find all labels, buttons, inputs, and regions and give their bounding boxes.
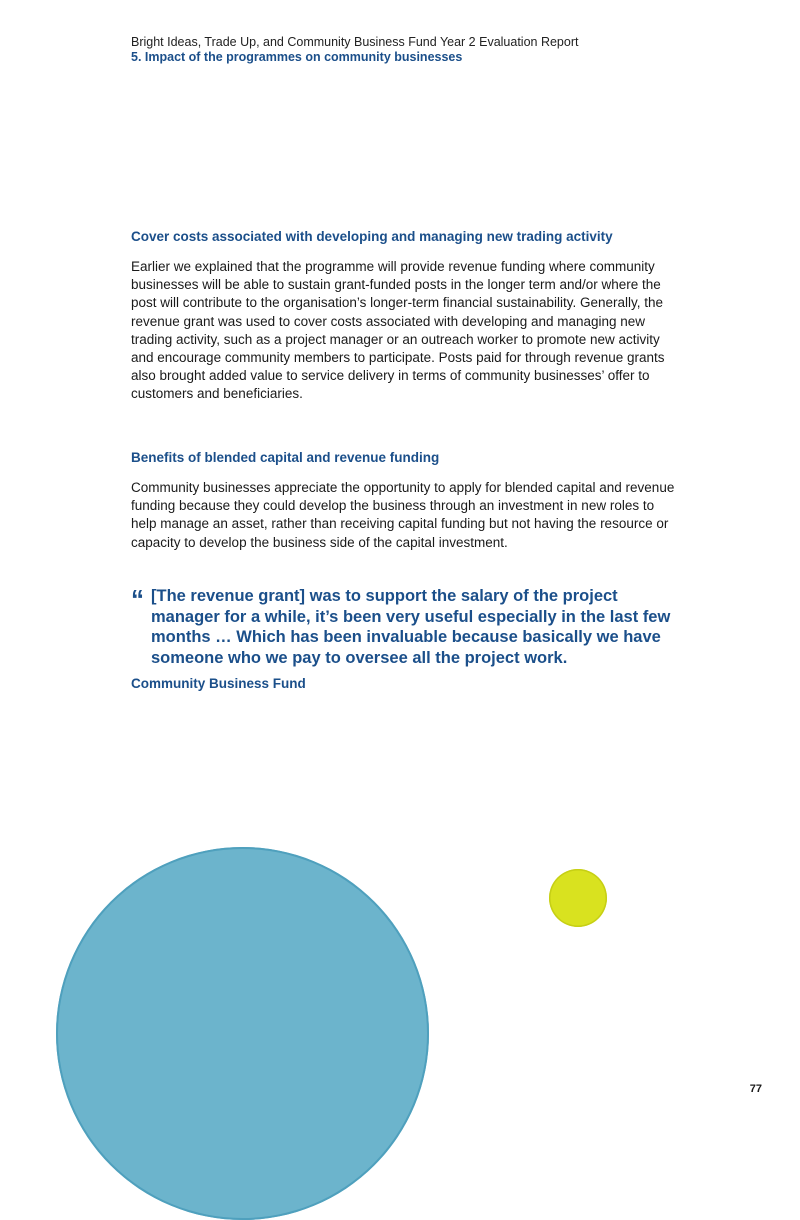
decorative-yellow-circle — [549, 869, 607, 927]
report-title: Bright Ideas, Trade Up, and Community Business Fund Year 2 Evaluation Report — [131, 35, 579, 49]
section-paragraph: Earlier we explained that the programme will provide revenue funding where community businesses will be able to sustain grant-funded posts in the longer term and/or where the post will contribute to the organisation’s longer-term financial sustainability. Generally, the revenue grant was used to cover costs associated with developing and managing new trading activity, such as a project manager or an outreach worker to promote new activity and encourage community members to participate. Posts paid for through revenue grants also brought added value to service delivery in terms of community businesses’ offer to customers and beneficiaries. — [131, 259, 665, 402]
decorative-blue-circle — [56, 847, 429, 1220]
running-header — [131, 35, 751, 65]
section-blended-funding — [131, 449, 676, 552]
pull-quote — [131, 586, 691, 668]
section-heading: Benefits of blended capital and revenue funding — [131, 450, 440, 465]
section-paragraph: Community businesses appreciate the opportunity to apply for blended capital and revenue funding because they could develop the business through an investment in new roles to help manage an asset, rather than receiving capital funding but not having the resource or capacity to develop the business side of the capital investment. — [131, 480, 675, 550]
section-trading-activity — [131, 228, 676, 404]
chapter-title: 5. Impact of the programmes on community businesses — [131, 50, 463, 64]
quote-text: [The revenue grant] was to support the salary of the project manager for a while, it’s been very useful especially in the last few months … Which has been invaluable because basically we have someone who we pay to oversee all the project work. — [151, 587, 671, 667]
page-number: 77 — [749, 1083, 762, 1095]
section-heading: Cover costs associated with developing and managing new trading activity — [131, 229, 613, 244]
quote-mark-icon: “ — [131, 584, 144, 614]
quote-source: Community Business Fund — [131, 676, 306, 691]
